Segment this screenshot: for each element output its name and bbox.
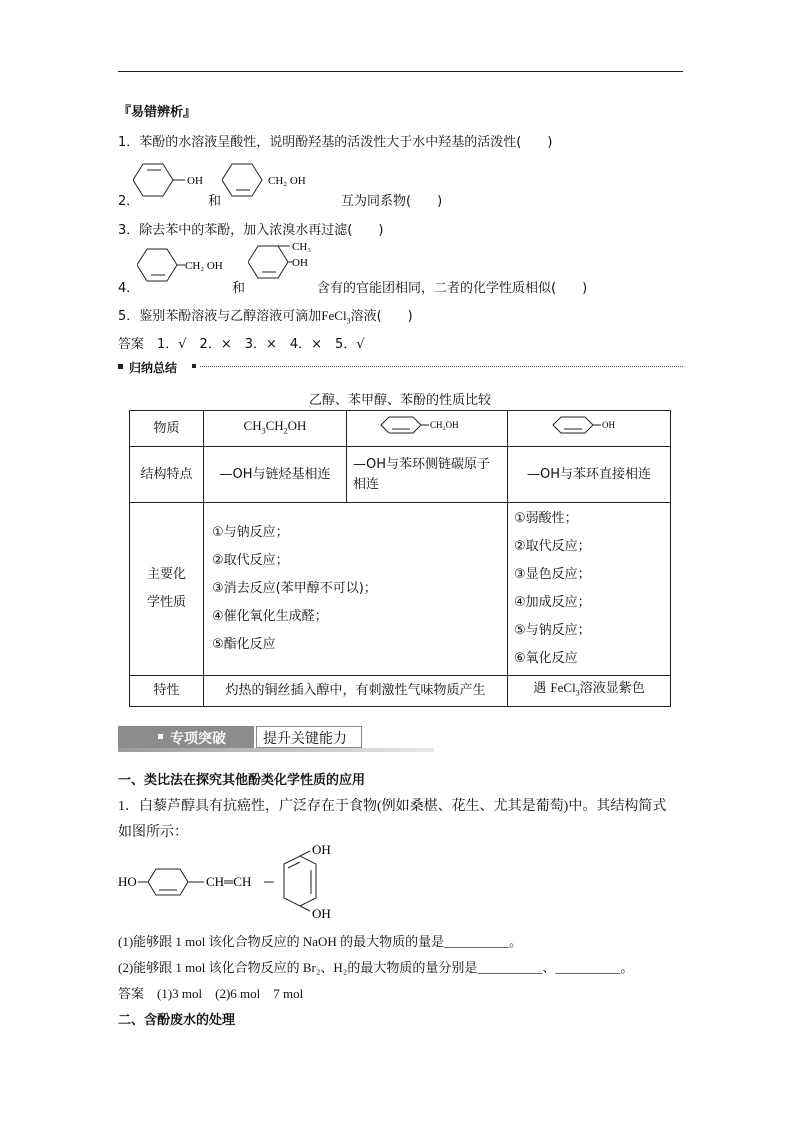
prop-alc-5: ⑤酯化反应	[212, 637, 276, 652]
properties-phenol	[508, 503, 671, 676]
summary-header: 归纳总结	[118, 361, 683, 375]
header-substance: 物质	[130, 411, 204, 447]
mol-oh2-label: OH	[312, 906, 331, 921]
section-bar-underline	[118, 748, 434, 752]
question-2-tail: 互为同系物( )	[341, 194, 443, 209]
prop-alc-3: ③消去反应(苯甲醇不可以)；	[212, 581, 377, 596]
section-bar-subtitle-box	[256, 726, 362, 748]
phenol-mini-structure	[549, 414, 629, 436]
svg-text:CH₂ OH: CH₂ OH	[185, 260, 223, 272]
question-2-number: 2．	[118, 194, 140, 209]
section-tag: 『易错辨析』	[118, 105, 197, 120]
question-5: 5．鉴别苯酚溶液与乙醇溶液可滴加FeCl$_3$溶液( )	[118, 308, 413, 326]
question-4-number: 4．	[118, 281, 140, 296]
mol-chch-label: CH═CH	[206, 874, 252, 889]
question-3: 3．除去苯中的苯酚，加入浓溴水再过滤( )	[118, 223, 384, 238]
answer-2: 答案 (1)3 mol (2)6 mol 7 mol	[118, 986, 304, 1001]
mol-oh1-label: OH	[312, 842, 331, 857]
header-structure: 结构特点	[130, 447, 204, 503]
ethanol-formula: $CH_3CH_2OH$	[204, 411, 347, 447]
benzyl-label: CH₂OH	[430, 420, 459, 430]
subquestion-1: (1)能够跟 1 mol 该化合物反应的 NaOH 的最大物质的量是__________。	[118, 934, 523, 949]
comparison-table	[129, 410, 671, 707]
section-bar-subtitle: 提升关键能力	[263, 731, 347, 747]
properties-alcohols	[204, 503, 508, 676]
prop-phenol-5: ⑤与钠反应；	[514, 623, 591, 638]
paragraph-1b: 如图所示：	[118, 825, 188, 840]
header-special: 特性	[130, 676, 204, 707]
table-caption: 乙醇、苯甲醇、苯酚的性质比较	[308, 393, 491, 408]
prop-phenol-2: ②取代反应；	[514, 539, 591, 554]
prop-phenol-3: ③显色反应；	[514, 567, 591, 582]
question-1: 1．苯酚的水溶液呈酸性，说明酚羟基的活泼性大于水中羟基的活泼性( )	[118, 135, 553, 150]
svg-text:OH: OH	[187, 175, 203, 187]
phenol-label: OH	[602, 420, 615, 430]
heading-2: 二、含酚废水的处理	[118, 1013, 236, 1028]
prop-alc-4: ④催化氧化生成醛；	[212, 609, 328, 624]
question-2-and: 和	[208, 194, 222, 209]
svg-text:OH: OH	[292, 257, 308, 269]
section-bar	[118, 726, 434, 752]
prop-alc-2: ②取代反应；	[212, 553, 289, 568]
prop-phenol-4: ④加成反应；	[514, 595, 591, 610]
benzyl-alcohol-structure	[222, 158, 322, 202]
cresol-structure	[248, 240, 320, 286]
phenol-cell	[508, 411, 671, 447]
structure-benzyl: —OH与苯环侧链碳原子相连	[347, 447, 508, 503]
phenol-structure	[133, 158, 213, 202]
special-alcohols: 灼热的铜丝插入醇中，有刺激性气味物质产生	[204, 676, 508, 707]
mol-ho-label: HO	[118, 874, 137, 889]
subquestion-2: (2)能够跟 1 mol 该化合物反应的 Br₂、H₂的最大物质的量分别是__________、__________。	[118, 960, 634, 975]
paragraph-1a: 1．白藜芦醇具有抗癌性，广泛存在于食物(例如桑椹、花生、尤其是葡萄)中。其结构简式	[118, 799, 667, 814]
special-phenol: 遇 FeCl$_3$溶液显紫色	[508, 676, 671, 707]
structure-ethanol: —OH与链烃基相连	[204, 447, 347, 503]
structure-phenol: —OH与苯环直接相连	[508, 447, 671, 503]
benzyl-alcohol-structure-2	[137, 243, 237, 287]
svg-text:CH₂ OH: CH₂ OH	[268, 175, 306, 187]
prop-alc-1: ①与钠反应；	[212, 525, 289, 540]
header-properties: 主要化学性质	[130, 503, 204, 676]
benzyl-alcohol-mini-structure	[377, 414, 477, 436]
svg-text:CH₃: CH₃	[292, 241, 312, 253]
question-4-tail: 含有的官能团相同，二者的化学性质相似( )	[317, 281, 588, 296]
question-4-and: 和	[232, 281, 246, 296]
prop-phenol-6: ⑥氧化反应	[514, 651, 578, 666]
resveratrol-structure	[118, 840, 348, 922]
section-bar-dark	[118, 726, 254, 748]
answer-1: 答案 1．√ 2．× 3．× 4．× 5．√	[118, 337, 365, 352]
header-rule	[118, 71, 683, 72]
benzyl-alcohol-cell	[347, 411, 508, 447]
heading-1: 一、类比法在探究其他酚类化学性质的应用	[118, 773, 366, 788]
section-bar-title: 专项突破	[170, 731, 226, 747]
prop-phenol-1: ①弱酸性；	[514, 511, 578, 526]
